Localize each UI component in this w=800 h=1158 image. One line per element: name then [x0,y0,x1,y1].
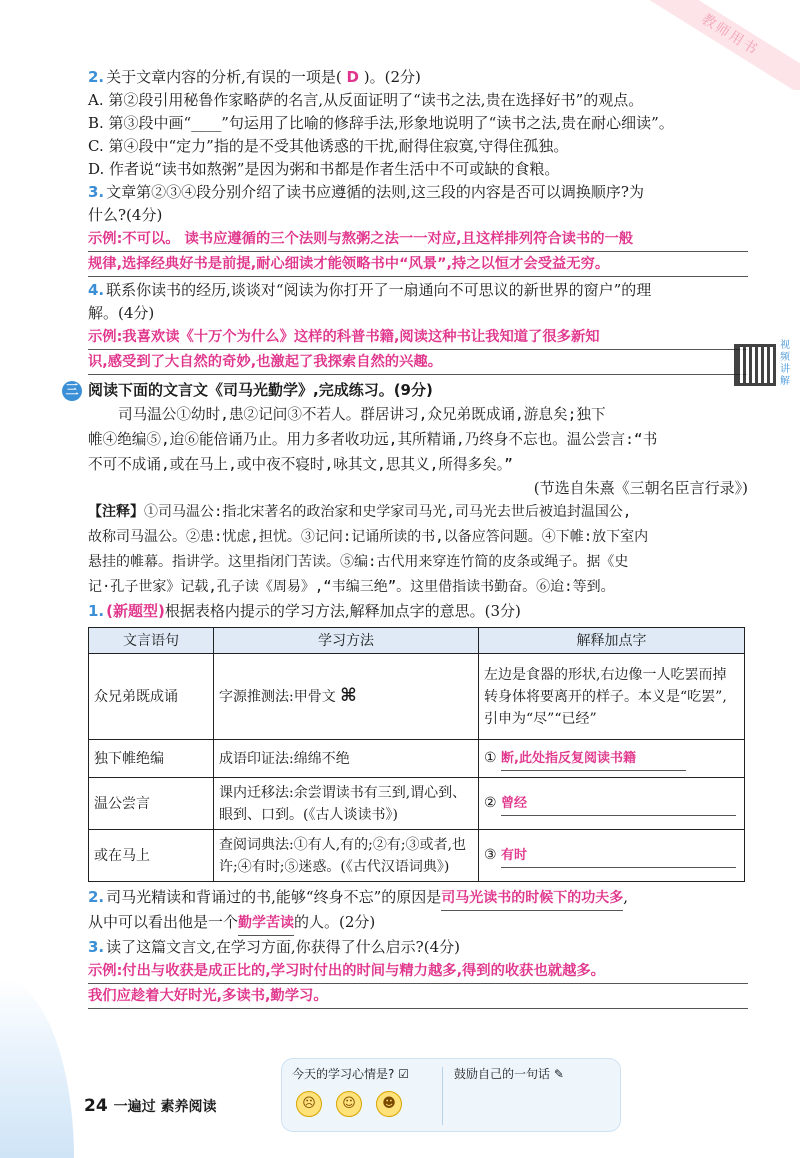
passage-source: (节选自朱熹《三朝名臣言行录》) [533,479,748,497]
study-method-table [88,627,745,882]
table-row [89,778,745,830]
table-cell: 课内迁移法:余尝谓读书有三到,谓心到、眼到、口到。(《古人谈读书》) [214,778,479,830]
new-type-tag: (新题型) [106,602,165,620]
sq2-answer2: 勤学苦读 [238,912,294,936]
answer-line: 规律,选择经典好书是前提,耐心细读才能领略书中“风景”,持之以恒才会受益无穷。 [88,252,748,277]
sq2-answer1: 司马光读书的时候下的功夫多 [441,887,623,911]
sq3-stem: 3. 读了这篇文言文,在学习方面,你获得了什么启示?(4分) [88,938,460,956]
table-cell: ② 曾经 [479,778,745,830]
q4-stem-line2: 解。(4分) [88,304,155,322]
sq2-line2: 从中可以看出他是一个勤学苦读的人。(2分) [88,911,748,936]
passage-line: 司马温公①幼时,患②记问③不若人。群居讲习,众兄弟既成诵,游息矣;独下 [118,406,606,423]
video-explain-label: 视频讲解 [780,340,790,387]
q4-answer [88,325,748,375]
answer-line: 识,感受到了大自然的奇妙,也激起了我探索自然的兴趣。 [88,350,748,375]
passage-line: 不可不成诵,或在马上,或中夜不寝时,咏其文,思其义,所得多矣。” [88,456,513,473]
checkbox-icon: ☑ [398,1067,409,1081]
table-cell: 众兄弟既成诵 [89,654,214,740]
oracle-glyph-icon: ⌘ [340,685,357,706]
page-footer [84,1096,217,1116]
qr-code-icon[interactable] [734,344,776,386]
answer-fill: 断,此处指反复阅读书籍 [501,748,686,771]
sad-face-icon[interactable]: ☹ [296,1091,322,1117]
q2-stem: 2. 关于文章内容的分析,有误的一项是( D )。(2分) [88,68,421,86]
sq2-line1: 2. 司马光精读和背诵过的书,能够“终身不忘”的原因是司马光读书的时候下的功夫多, [88,886,748,911]
table-cell: 独下帷绝编 [89,740,214,778]
divider [442,1067,443,1125]
mood-title: 今天的学习心情是? ☑ [292,1067,409,1081]
brand-name: 一遍过 素养阅读 [113,1099,217,1115]
table-cell: ① 断,此处指反复阅读书籍 [479,740,745,778]
edit-icon: ✎ [553,1067,564,1081]
table-cell: 字源推测法:甲骨文 ⌘ [214,654,479,740]
q2-option-b: B. 第③段中画“____”句运用了比喻的修辞手法,形象地说明了“读书之法,贵在耐心细读”。 [88,114,674,132]
notes: 【注释】①司马温公:指北宋著名的政治家和史学家司马光,司马光去世后被追封温国公, 故称司马温公。②患:忧虑,担忧。③记问:记诵所读的书,以备应答问题。④下帷:放下室内 悬挂的帷幕。指讲学。这里指闭门苦读。⑤编:古代用来穿连竹简的皮条或绳子。据《史 记·孔子世家》记载,孔子读《周易》,“韦编三绝”。这里借指读书勤奋。⑥迨:等到。 [88,500,748,600]
section-title: 阅读下面的文言文《司马光勤学》,完成练习。(9分) [88,381,433,399]
answer-fill: 有时 [501,845,736,868]
classical-passage [88,402,748,477]
table-header: 文言语句 [89,628,214,654]
notes-label: 【注释】 [88,504,144,520]
table-row [89,654,745,740]
table-row [89,740,745,778]
table-header: 解释加点字 [479,628,745,654]
note-line: 记·孔子世家》记载,孔子读《周易》,“韦编三绝”。这里借指读书勤奋。⑥迨:等到。 [88,579,615,595]
table-cell: 查阅词典法:①有人,有的;②有;③或者,也许;④有时;⑤迷惑。(《古代汉语词典》) [214,830,479,882]
q3-stem-line1: 3. 文章第②③④段分别介绍了读书应遵循的法则,这三段的内容是否可以调换顺序?为 [88,183,644,201]
answer-line: 示例:付出与收获是成正比的,学习时付出的时间与精力越多,得到的收获也就越多。 [88,959,748,984]
q3-stem-line2: 什么?(4分) [88,206,163,224]
section-number-icon: 三 [62,381,82,401]
table-cell: ③ 有时 [479,830,745,882]
passage-line: 帷④绝编⑤,迨⑥能倍诵乃止。用力多者收功远,其所精诵,乃终身不忘也。温公尝言:“书 [88,431,658,448]
table-cell: 左边是食器的形状,右边像一人吃罢而掉转身体将要离开的样子。本义是“吃罢”,引申为“尽”“已经” [479,654,745,740]
sq1-stem: 1. (新题型)根据表格内提示的学习方法,解释加点字的意思。(3分) [88,602,521,620]
sq3-answer [88,959,748,1009]
page-number: 24 [84,1096,108,1116]
note-line: 悬挂的帷幕。指讲学。这里指闭门苦读。⑤编:古代用来穿连竹简的皮条或绳子。据《史 [88,554,629,570]
table-row [89,830,745,882]
encourage-title: 鼓励自己的一句话 ✎ [454,1067,564,1081]
q2-option-a: A. 第②段引用秘鲁作家略萨的名言,从反面证明了“读书之法,贵在选择好书”的观点。 [88,91,644,109]
q2-option-c: C. 第④段中“定力”指的是不受其他诱惑的干扰,耐得住寂寞,守得住孤独。 [88,137,569,155]
page-content [65,66,748,1009]
q2-answer: D [346,68,359,86]
mood-box [281,1058,621,1132]
table-header: 学习方法 [214,628,479,654]
mood-faces [296,1091,402,1117]
answer-line: 示例:不可以。 读书应遵循的三个法则与熬粥之法一一对应,且这样排列符合读书的一般 [88,227,748,252]
happy-face-icon[interactable]: ☻ [376,1091,402,1117]
q2-option-d: D. 作者说“读书如熬粥”是因为粥和书都是作者生活中不可或缺的食粮。 [88,160,560,178]
table-cell: 或在马上 [89,830,214,882]
neutral-face-icon[interactable]: ☺ [336,1091,362,1117]
answer-line: 示例:我喜欢读《十万个为什么》这样的科普书籍,阅读这种书让我知道了很多新知 [88,325,748,350]
section-heading [65,379,748,402]
table-cell: 成语印证法:绵绵不绝 [214,740,479,778]
q4-stem-line1: 4. 联系你读书的经历,谈谈对“阅读为你打开了一扇通向不可思议的新世界的窗户”的理 [88,281,652,299]
table-cell: 温公尝言 [89,778,214,830]
teacher-edition-label: 教师用书 [650,0,800,90]
side-decoration [0,978,74,1158]
note-line: 故称司马温公。②患:忧虑,担忧。③记问:记诵所读的书,以备应答问题。④下帷:放下室内 [88,529,649,545]
answer-line: 我们应趁着大好时光,多读书,勤学习。 [88,984,748,1009]
q3-answer [88,227,748,277]
answer-fill: 曾经 [501,793,736,816]
